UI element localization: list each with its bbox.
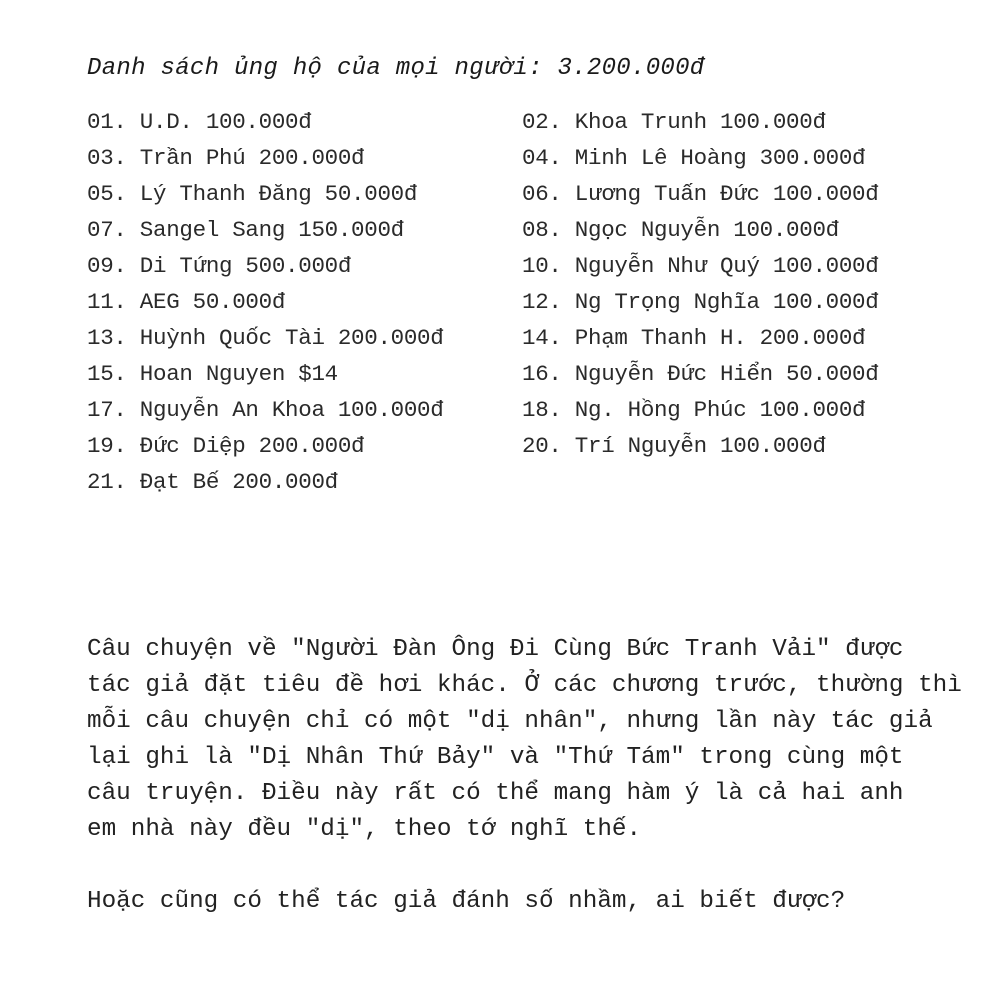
donor-item: 08. Ngọc Nguyễn 100.000đ (522, 217, 839, 243)
donor-item: 12. Ng Trọng Nghĩa 100.000đ (522, 289, 879, 315)
donor-item: 03. Trần Phú 200.000đ (87, 145, 365, 171)
donor-item: 09. Di Tứng 500.000đ (87, 253, 352, 279)
paragraph-line: Câu chuyện về "Người Đàn Ông Đi Cùng Bức Tranh Vải" được (87, 636, 904, 663)
donor-item: 17. Nguyễn An Khoa 100.000đ (87, 397, 444, 423)
donation-list-title: Danh sách ủng hộ của mọi người: 3.200.000đ (87, 55, 705, 82)
closing-line: Hoặc cũng có thể tác giả đánh số nhầm, ai biết được? (87, 888, 846, 915)
donor-item: 20. Trí Nguyễn 100.000đ (522, 433, 826, 459)
donor-item: 18. Ng. Hồng Phúc 100.000đ (522, 397, 866, 423)
donor-list-left (87, 104, 443, 500)
paragraph-line: mỗi câu chuyện chỉ có một "dị nhân", nhưng lần này tác giả (87, 708, 933, 735)
donor-item: 13. Huỳnh Quốc Tài 200.000đ (87, 325, 444, 351)
donor-item: 04. Minh Lê Hoàng 300.000đ (522, 145, 866, 171)
commentary-paragraph (87, 632, 962, 848)
paragraph-line: lại ghi là "Dị Nhân Thứ Bảy" và "Thứ Tám" trong cùng một (87, 744, 904, 771)
donor-item: 21. Đạt Bế 200.000đ (87, 469, 338, 495)
donor-item: 01. U.D. 100.000đ (87, 109, 312, 135)
donor-item: 16. Nguyễn Đức Hiển 50.000đ (522, 361, 879, 387)
donor-item: 14. Phạm Thanh H. 200.000đ (522, 325, 866, 351)
donor-item: 02. Khoa Trunh 100.000đ (522, 109, 826, 135)
donor-item: 07. Sangel Sang 150.000đ (87, 217, 404, 243)
donor-item: 06. Lương Tuấn Đức 100.000đ (522, 181, 879, 207)
donor-item: 19. Đức Diệp 200.000đ (87, 433, 365, 459)
donor-item: 10. Nguyễn Như Quý 100.000đ (522, 253, 879, 279)
donor-item: 11. AEG 50.000đ (87, 289, 286, 315)
paragraph-line: tác giả đặt tiêu đề hơi khác. Ở các chương trước, thường thì (87, 672, 962, 699)
donor-item: 05. Lý Thanh Đăng 50.000đ (87, 181, 418, 207)
paragraph-line: câu truyện. Điều này rất có thể mang hàm ý là cả hai anh (87, 780, 904, 807)
paragraph-line: em nhà này đều "dị", theo tớ nghĩ thế. (87, 816, 642, 843)
donor-list-right (522, 104, 878, 464)
donor-item: 15. Hoan Nguyen $14 (87, 361, 338, 387)
